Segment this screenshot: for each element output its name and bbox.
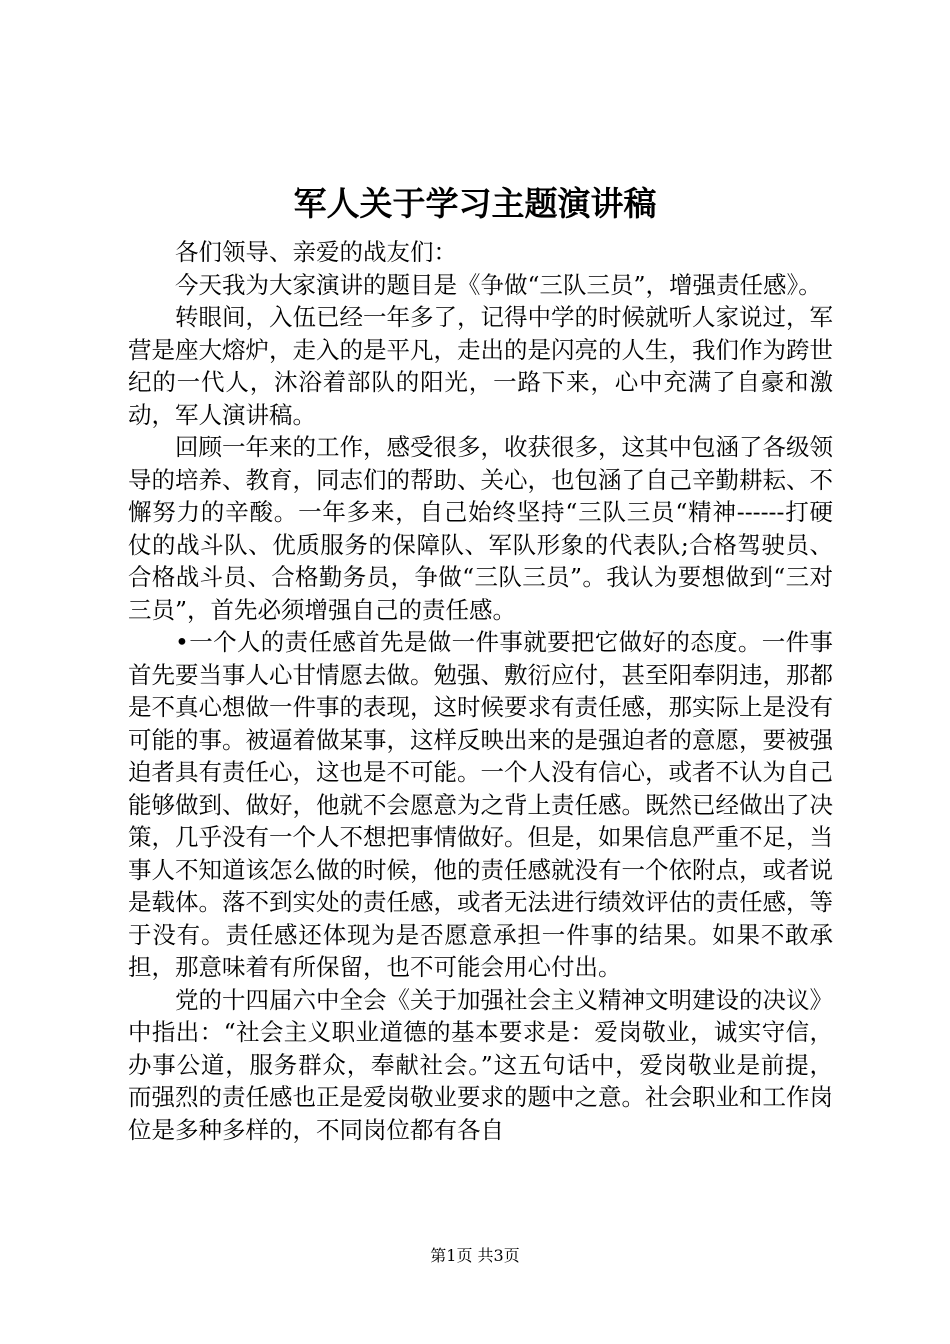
- paragraph-review: 回顾一年来的工作，感受很多，收获很多，这其中包涵了各级领导的培养、教育，同志们的帮助、关心，也包涵了自己辛勤耕耘、不懈努力的辛酸。一年多来，自己始终坚持“三队三员“精神------打硬仗的战斗队、优质服务的保障队、军队形象的代表队;合格驾驶员、合格战斗员、合格勤务员，争做“三队三员”。我认为要想做到“三对三员”，首先必须增强自己的责任感。: [128, 433, 833, 624]
- page-number-footer: 第1页 共3页: [430, 1246, 520, 1265]
- paragraph-topic: 今天我为大家演讲的题目是《争做“三队三员”，增强责任感》。: [175, 270, 822, 299]
- paragraph-responsibility: •一个人的责任感首先是做一件事就要把它做好的态度。一件事首先要当事人心甘情愿去做。勉强、敷衍应付，甚至阳奉阴违，那都是不真心想做一件事的表现，这时候要求有责任感，那实际上是没有可能的事。被逼着做某事，这样反映出来的是强迫者的意愿，要被强迫者具有责任心，这也是不可能。一个人没有信心，或者不认为自己能够做到、做好，他就不会愿意为之背上责任感。既然已经做出了决策，几乎没有一个人不想把事情做好。但是，如果信息严重不足，当事人不知道该怎么做的时候，他的责任感就没有一个依附点，或者说是载体。落不到实处的责任感，或者无法进行绩效评估的责任感，等于没有。责任感还体现为是否愿意承担一件事的结果。如果不敢承担，那意味着有所保留，也不可能会用心付出。: [128, 628, 833, 981]
- paragraph-greeting: 各们领导、亲爱的战友们：: [175, 238, 457, 266]
- paragraph-resolution: 党的十四届六中全会《关于加强社会主义精神文明建设的决议》中指出：“社会主义职业道德的基本要求是：爱岗敬业，诚实守信，办事公道，服务群众，奉献社会。”这五句话中，爱岗敬业是前提，而强烈的责任感也正是爱岗敬业要求的题中之意。社会职业和工作岗位是多种多样的，不同岗位都有各自: [128, 985, 833, 1144]
- document-body: [128, 236, 833, 1146]
- document-title: 军人关于学习主题演讲稿: [293, 184, 657, 223]
- paragraph-intro: 转眼间，入伍已经一年多了，记得中学的时候就听人家说过，军营是座大熔炉，走入的是平凡，走出的是闪亮的人生，我们作为跨世纪的一代人，沐浴着部队的阳光，一路下来，心中充满了自豪和激动，军人演讲稿。: [128, 303, 833, 429]
